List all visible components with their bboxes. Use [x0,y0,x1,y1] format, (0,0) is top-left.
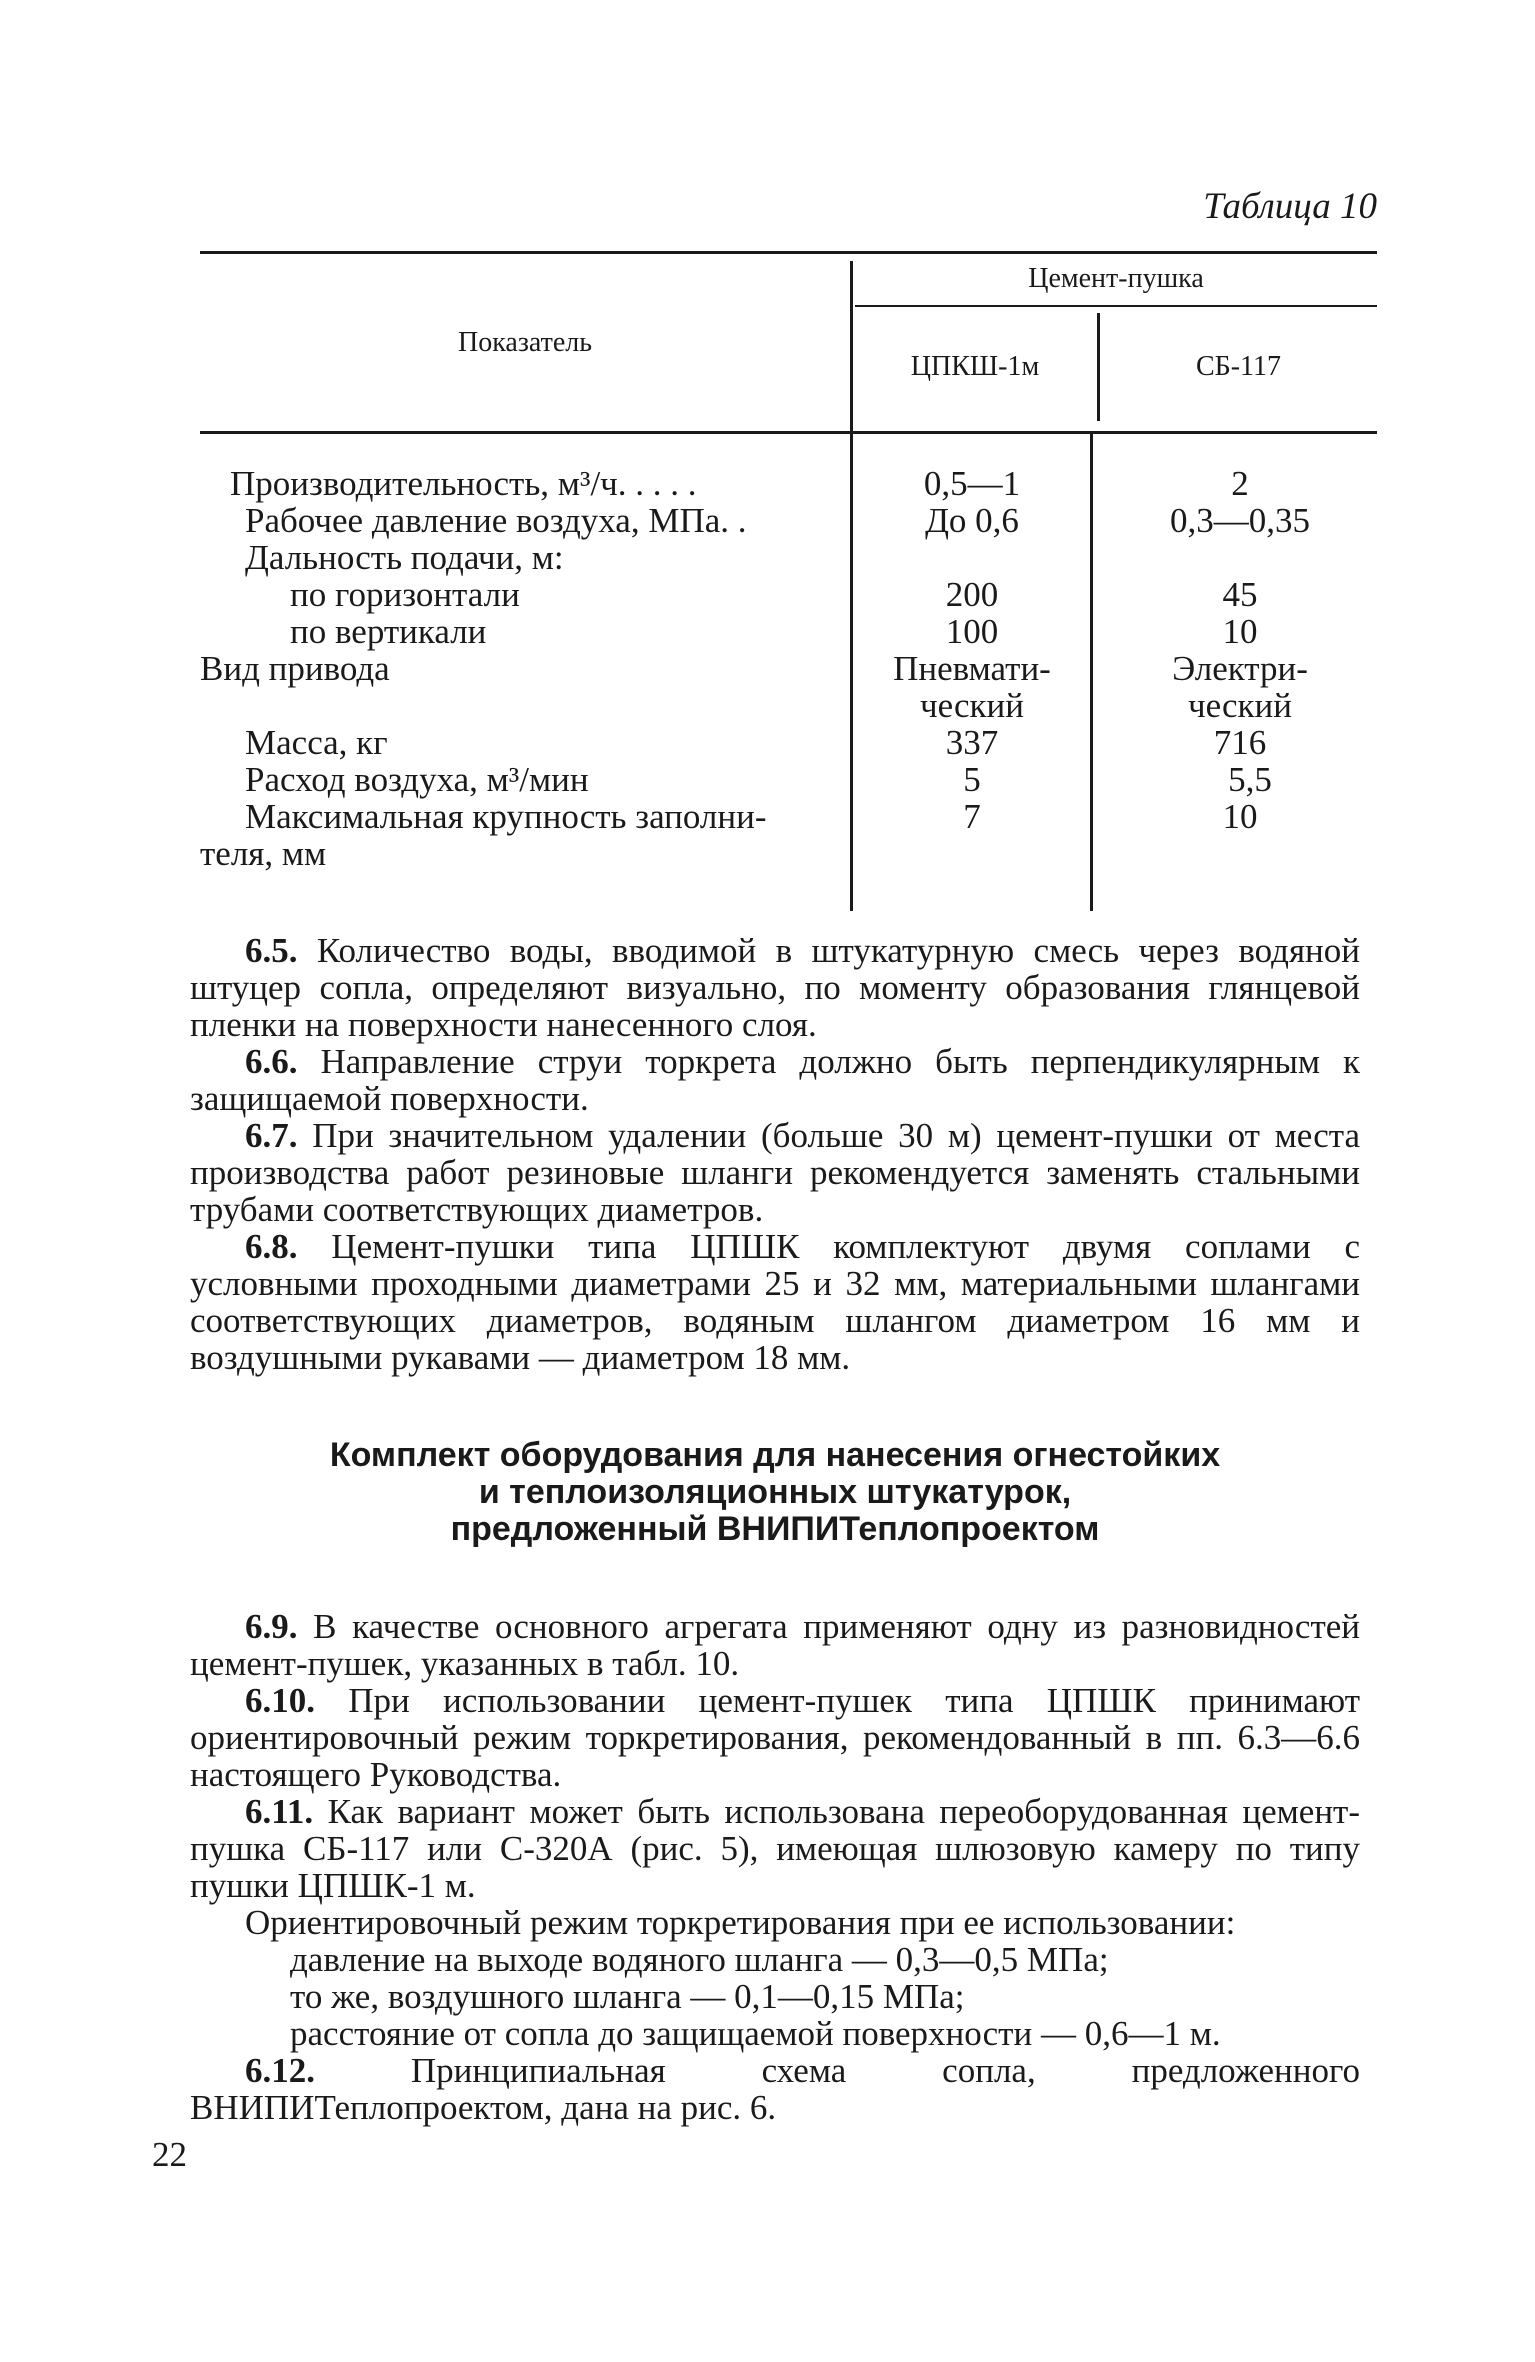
row-value-b: 5,5 [1228,760,1272,799]
header-col-b: СБ-117 [1195,351,1282,382]
row-label: Максимальная крупность заполни- [245,797,767,836]
row-label: Вид привода [200,649,390,688]
table-caption: Таблица 10 [1203,186,1377,227]
paragraph-number: 6.5. [245,931,298,970]
table-vline-1 [850,261,853,911]
row-value-b: 2 [1231,464,1249,503]
paragraphs-bottom [190,1608,1360,2126]
paragraph [190,1228,1360,1376]
paragraphs-top [190,932,1360,1376]
paragraph-number: 6.6. [245,1042,298,1081]
paragraph-text: Количество воды, вводимой в штукатурную смесь через водяной штуцер сопла, определяют визуально, по моменту образования глянцевой пленки на поверхности нанесенного слоя. [190,931,1360,1044]
group-header-rule [855,305,1377,307]
row-label: Производительность, м³/ч. . . . . [230,464,697,503]
paragraph-number: 6.10. [245,1681,315,1720]
paragraph [190,932,1360,1043]
paragraph-number: 6.11. [245,1792,314,1831]
regime-list [190,1941,1360,2052]
row-value-a: 200 [945,575,999,614]
paragraph-text: Как вариант может быть использована переоборудованная цемент-пушка СБ-117 или С-320А (рис. 5), имеющая шлюзовую камеру по типу пушки ЦПШК-1 м. [190,1792,1360,1905]
paragraph-text: В качестве основного агрегата применяют одну из разновидностей цемент-пушек, указанных в табл. 10. [190,1607,1361,1683]
row-value-b: 45 [1222,575,1258,614]
row-label: Расход воздуха, м³/мин [245,760,589,799]
paragraph [190,1608,1360,1682]
section-title-line: и теплоизоляционных штукатурок, [478,1473,1072,1511]
paragraph-text: При использовании цемент-пушек типа ЦПШК принимают ориентировочный режим торкретирования, рекомендованный в пп. 6.3—6.6 настоящего Руководства. [190,1681,1361,1794]
paragraph-text: Направление струи торкрета должно быть перпендикулярным к защищаемой поверхности. [190,1042,1361,1118]
paragraph [190,1682,1360,1793]
row-value-a: Пневмати- [893,649,1051,688]
row-value-a: 5 [963,760,981,799]
row-label: Масса, кг [245,723,388,762]
paragraph [190,1043,1360,1117]
row-label: по горизонтали [290,575,520,614]
regime-item: то же, воздушного шланга — 0,1—0,15 МПа; [290,1977,965,2016]
paragraph-text: При значительном удалении (больше 30 м) цемент-пушки от места производства работ резиновые шланги рекомендуется заменять стальными трубами соответствующих диаметров. [190,1116,1360,1229]
paragraph [190,1793,1360,1904]
table-top-rule [200,251,1377,254]
paragraph-number: 6.8. [245,1227,298,1266]
paragraph-text: Принципиальная схема сопла, предложенного ВНИПИТеплопроектом, дана на рис. 6. [190,2051,1360,2127]
section-title-line: Комплект оборудования для нанесения огнестойких [329,1436,1221,1474]
page-number: 22 [152,2135,187,2174]
row-value-b: 716 [1213,723,1267,762]
row-value-a: 100 [945,612,999,651]
regime-intro: Ориентировочный режим торкретирования при ее использовании: [245,1903,1236,1942]
row-label: теля, мм [200,834,327,873]
section-title [190,1437,1360,1548]
row-value-b: 0,3—0,35 [1170,501,1310,540]
row-value-b: ческий [1187,686,1292,725]
table-vline-2 [1090,431,1093,911]
row-value-b: 10 [1222,612,1258,651]
header-group: Цемент-пушка [1028,263,1204,294]
paragraph [190,2052,1360,2126]
header-indicator: Показатель [458,327,592,358]
row-label: Дальность подачи, м: [245,538,564,577]
row-value-b: 10 [1222,797,1258,836]
row-value-a: 7 [963,797,981,836]
row-value-a: 337 [945,723,999,762]
row-value-b: Электри- [1172,649,1308,688]
paragraph-text: Цемент-пушки типа ЦПШК комплектуют двумя соплами с условными проходными диаметрами 25 и 32 мм, материальными шлангами соответствующих диаметров, водяным шлангом диаметром 16 мм и воздушными рукавами — диаметром 18 мм. [190,1227,1360,1377]
table-header-rule [200,431,1377,434]
row-value-a: ческий [919,686,1024,725]
regime-item: расстояние от сопла до защищаемой поверхности — 0,6—1 м. [290,2014,1221,2053]
row-value-a: 0,5—1 [923,464,1021,503]
paragraph-number: 6.12. [245,2051,315,2090]
regime-item: давление на выходе водяного шланга — 0,3—0,5 МПа; [290,1940,1109,1979]
row-label: Рабочее давление воздуха, МПа. . [245,501,747,540]
paragraph-number: 6.9. [245,1607,298,1646]
section-title-line: предложенный ВНИПИТеплопроектом [450,1510,1100,1548]
spec-table [200,251,1377,911]
row-label: по вертикали [290,612,487,651]
paragraph-number: 6.7. [245,1116,298,1155]
row-value-a: До 0,6 [925,501,1019,540]
header-col-a: ЦПКШ-1м [910,351,1040,382]
paragraph [190,1117,1360,1228]
